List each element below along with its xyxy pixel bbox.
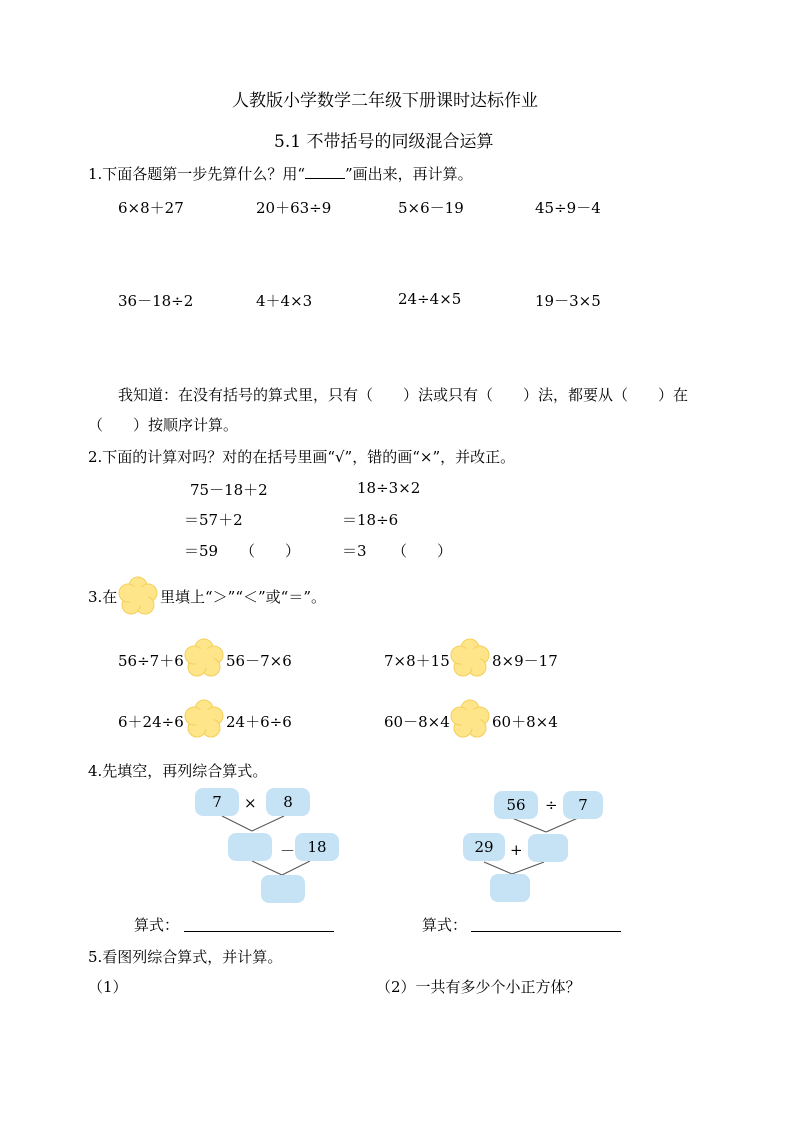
q4-right-blank-result[interactable] [490, 874, 530, 902]
q3-prompt-post: 里填上“＞”“＜”或“＝”。 [160, 588, 327, 606]
q4-left-num-a: 7 [195, 788, 239, 816]
q1-prompt-pre: 1.下面各题第一步先算什么？用“ [88, 165, 305, 183]
page-title: 人教版小学数学二年级下册课时达标作业 [232, 91, 538, 111]
q1-expr-6: 4＋4×3 [256, 292, 313, 310]
q2-right-line1: 18÷3×2 [357, 479, 421, 497]
q3-item1-left: 56÷7＋6 [118, 652, 184, 670]
q3-item3-left: 6＋24÷6 [118, 713, 184, 731]
q4-right-num-b: 7 [563, 791, 603, 819]
q4-left-num-b: 8 [266, 788, 310, 816]
q4-right-num-a: 56 [494, 791, 538, 819]
q5-part1: （1） [88, 978, 128, 996]
q4-left-op2: － [280, 842, 296, 860]
q2-prompt: 2.下面的计算对吗？对的在括号里画“√”，错的画“×”，并改正。 [88, 448, 516, 466]
q2-left-answer-paren[interactable]: （ ） [240, 542, 301, 560]
q2-right-line2: ＝18÷6 [342, 511, 399, 529]
q1-expr-4: 45÷9－4 [535, 199, 601, 217]
q4-right-blank-1[interactable] [528, 834, 568, 862]
q2-left-line3: ＝59 [184, 542, 219, 560]
q5-part2: （2）一共有多少个小正方体？ [376, 978, 581, 996]
q5-prompt: 5.看图列综合算式，并计算。 [88, 948, 283, 966]
q4-left-formula-label: 算式： [134, 916, 180, 934]
q3-item4-right: 60＋8×4 [492, 713, 558, 731]
q1-expr-2: 20＋63÷9 [256, 199, 332, 217]
q3-prompt-pre: 3.在 [88, 588, 118, 606]
q4-left-formula-line[interactable] [184, 931, 334, 932]
q4-left-blank-1[interactable] [228, 833, 272, 861]
q4-left-op1: × [244, 794, 257, 812]
q4-right-formula-label: 算式： [422, 916, 468, 934]
page-subtitle: 5.1 不带括号的同级混合运算 [274, 132, 494, 152]
q3-item2-right: 8×9－17 [492, 652, 558, 670]
q4-right-op2: + [510, 841, 523, 859]
q2-right-line3: ＝3 [342, 542, 367, 560]
q2-right-answer-paren[interactable]: （ ） [392, 542, 453, 560]
q4-right-num-c: 29 [463, 833, 505, 861]
q1-expr-8: 19－3×5 [535, 292, 601, 310]
q1-prompt-post: ”画出来，再计算。 [344, 165, 473, 183]
q3-item1-right: 56－7×6 [226, 652, 292, 670]
q2-left-line1: 75－18＋2 [190, 481, 268, 499]
q2-left-line2: ＝57＋2 [184, 511, 243, 529]
q3-item4-left: 60－8×4 [384, 713, 450, 731]
q4-left-blank-result[interactable] [261, 875, 305, 903]
q4-prompt: 4.先填空，再列综合算式。 [88, 762, 268, 780]
q4-left-num-c: 18 [295, 833, 339, 861]
q4-right-op1: ÷ [545, 796, 558, 814]
q1-know-line1: 我知道：在没有括号的算式里，只有（ ）法或只有（ ）法，都要从（ ）在 [118, 386, 689, 404]
q1-expr-1: 6×8＋27 [118, 199, 184, 217]
q3-item2-left: 7×8＋15 [384, 652, 450, 670]
q4-right-formula-line[interactable] [471, 931, 621, 932]
q1-expr-3: 5×6－19 [398, 199, 464, 217]
q1-know-line2: （ ）按顺序计算。 [88, 416, 239, 434]
q1-expr-7: 24÷4×5 [398, 290, 462, 308]
q3-item3-right: 24＋6÷6 [226, 713, 292, 731]
q1-expr-5: 36－18÷2 [118, 292, 194, 310]
